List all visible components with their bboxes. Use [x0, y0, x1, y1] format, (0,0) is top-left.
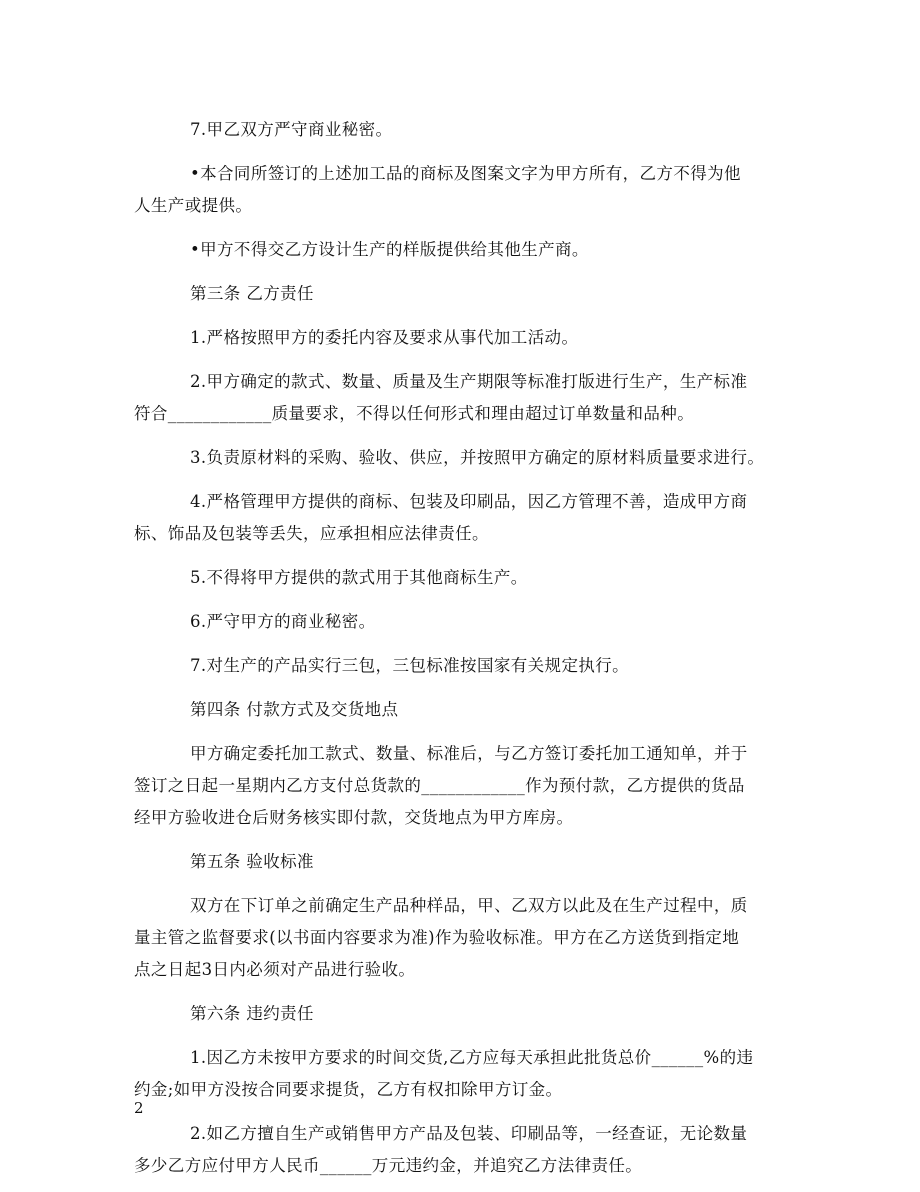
clause-line: 6.严守甲方的商业秘密。 [190, 612, 376, 631]
clause-line: 2.如乙方擅自生产或销售甲方产品及包装、印刷品等，一经查证，无论数量 [190, 1124, 748, 1143]
clause-line-continued: 经甲方验收进仓后财务核实即付款，交货地点为甲方库房。 [134, 808, 574, 827]
clause-line-continued: 签订之日起一星期内乙方支付总货款的____________作为预付款，乙方提供的货品 [134, 776, 745, 795]
clause-line: 甲方确定委托加工款式、数量、标准后，与乙方签订委托加工通知单，并于 [190, 744, 748, 763]
clause-line: 2.甲方确定的款式、数量、质量及生产期限等标准打版进行生产，生产标准 [190, 372, 748, 391]
clause-line: 7.对生产的产品实行三包，三包标准按国家有关规定执行。 [190, 656, 630, 675]
article-heading: 第三条 乙方责任 [190, 284, 314, 303]
clause-line-continued: 符合____________质量要求，不得以任何形式和理由超过订单数量和品种。 [134, 404, 695, 423]
clause-line: 3.负责原材料的采购、验收、供应，并按照甲方确定的原材料质量要求进行。 [190, 448, 765, 467]
page-number: 2 [134, 1099, 144, 1117]
clause-line: 4.严格管理甲方提供的商标、包装及印刷品，因乙方管理不善，造成甲方商 [190, 492, 748, 511]
clause-line: 5.不得将甲方提供的款式用于其他商标生产。 [190, 568, 528, 587]
clause-line: 1.严格按照甲方的委托内容及要求从事代加工活动。 [190, 328, 579, 347]
clause-line-continued: 人生产或提供。 [134, 196, 253, 215]
clause-line-continued: 多少乙方应付甲方人民币______万元违约金，并追究乙方法律责任。 [134, 1156, 643, 1175]
article-heading: 第六条 违约责任 [190, 1004, 314, 1023]
clause-line: 双方在下订单之前确定生产品种样品，甲、乙双方以此及在生产过程中，质 [190, 896, 748, 915]
clause-line: 7.甲乙双方严守商业秘密。 [190, 120, 393, 139]
bullet-line: •本合同所签订的上述加工品的商标及图案文字为甲方所有，乙方不得为他 [190, 164, 741, 183]
clause-line-continued: 约金;如甲方没按合同要求提货，乙方有权扣除甲方订金。 [134, 1080, 563, 1099]
bullet-line: •甲方不得交乙方设计生产的样版提供给其他生产商。 [190, 240, 589, 259]
document-body [134, 114, 790, 1182]
clause-line-continued: 点之日起3日内必须对产品进行验收。 [134, 960, 416, 979]
clause-line-continued: 标、饰品及包装等丢失，应承担相应法律责任。 [134, 524, 489, 543]
article-heading: 第五条 验收标准 [190, 852, 314, 871]
article-heading: 第四条 付款方式及交货地点 [190, 700, 399, 719]
clause-line: 1.因乙方未按甲方要求的时间交货,乙方应每天承担此批货总价______%的违 [190, 1048, 754, 1067]
clause-line-continued: 量主管之监督要求(以书面内容要求为准)作为验收标准。甲方在乙方送货到指定地 [134, 928, 740, 947]
